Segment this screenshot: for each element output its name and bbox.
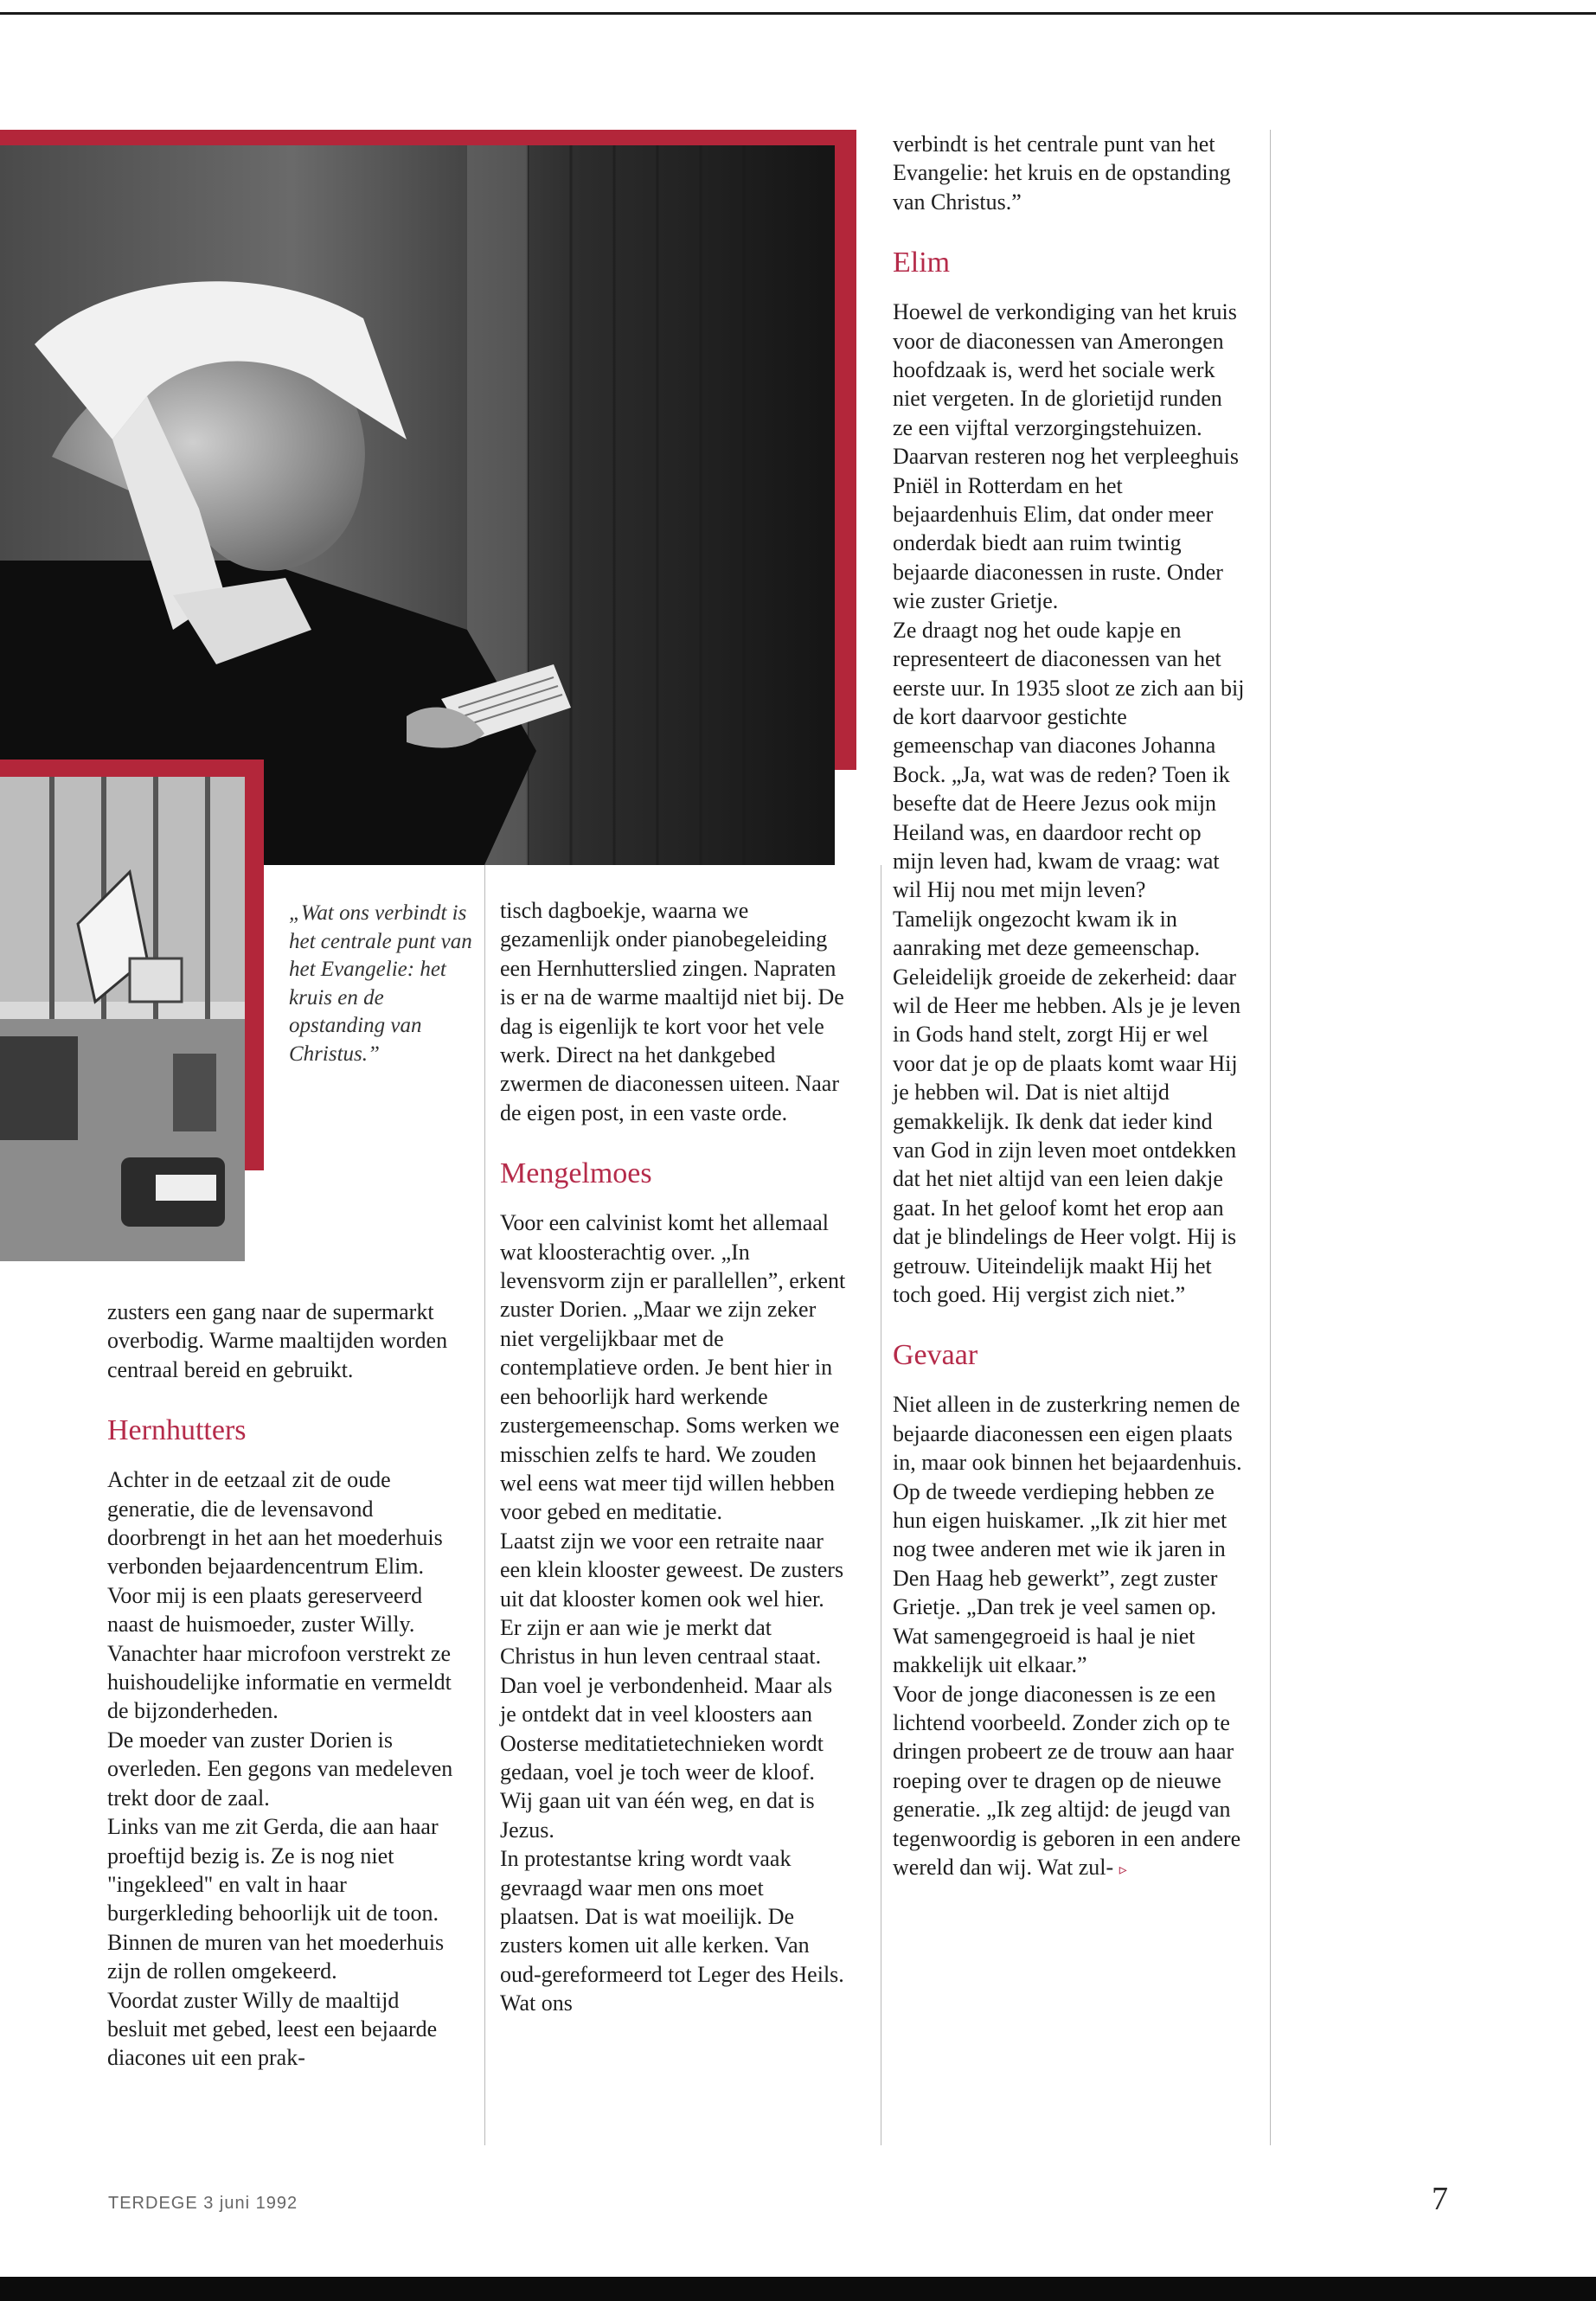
col1-paragraph-3: De moeder van zuster Dorien is overleden. Een gegons van medeleven trekt door de zaal. (107, 1727, 453, 1811)
subheading-mengelmoes: Mengelmoes (500, 1157, 652, 1190)
page-number: 7 (1432, 2181, 1448, 2217)
column-2 (500, 896, 846, 2018)
subheading-gevaar: Gevaar (893, 1339, 978, 1372)
top-rule (0, 12, 1596, 15)
col3-paragraph-3: Ze draagt nog het oude kapje en representeert de diaconessen van het eerste uur. In 1935 sloot ze zich aan bij de kort daarvoor gestichte gemeenschap van diacones Johanna Bock. „Ja, wat was de reden? Toen ik besefte dat de Heere Jezus ook mijn Heiland was, en daardoor recht op mijn leven had, kwam de vraag: wat wil Hij nou met mijn leven? (893, 617, 1245, 903)
column-divider-1 (484, 865, 485, 2145)
main-photo (0, 145, 835, 865)
col3-paragraph-1: verbindt is het centrale punt van het Evangelie: het kruis en de opstanding van Christus.” (893, 131, 1231, 215)
footer-magazine-date: TERDEGE 3 juni 1992 (108, 2194, 298, 2213)
subheading-elim: Elim (893, 247, 951, 279)
col3-paragraph-4: Tamelijk ongezocht kwam ik in aanraking met deze gemeenschap. Geleidelijk groeide de zekerheid: daar wil de Heer me hebben. Als je je leven in Gods hand stelt, zorgt Hij er wel voor dat je op de plaats komt waar Hij je hebben wil. Dat is niet altijd gemakkelijk. Ik denk dat ieder kind van God in zijn leven moet ontdekken dat het niet altijd van een leien dakje gaat. In het geloof komt het erop aan dat je blindelings de Heer volgt. Hij is getrouw. Uiteindelijk maakt Hij het toch goed. Hij vergist zich niet.” (893, 906, 1241, 1308)
col2-paragraph-2: Voor een calvinist komt het allemaal wat kloosterachtig over. „In levensvorm zijn er parallellen”, erkent zuster Dorien. „Maar we zijn zeker niet vergelijkbaar met de contemplatieve orden. Je bent hier in een behoorlijk hard werkende zustergemeenschap. Soms werken we misschien zelfs te hard. We zouden wel eens wat meer tijd willen hebben voor gebed en meditatie. (500, 1210, 846, 1525)
col2-paragraph-3: Laatst zijn we voor een retraite naar een klein klooster geweest. De zusters uit dat klooster komen ook wel hier. Er zijn er aan wie je merkt dat Christus in hun leven centraal staat. Dan voel je verbondenheid. Maar als je ontdekt dat in veel kloosters aan Oosterse meditatietechnieken wordt gedaan, voel je toch weer de kloof. Wij gaan uit van één weg, en dat is Jezus. (500, 1528, 844, 1843)
col3-paragraph-6-text: Voor de jonge diaconessen is ze een lichtend voorbeeld. Zonder zich op te dringen probeert ze de trouw aan haar roeping over te dragen op de nieuwe generatie. „Ik zeg altijd: de jeugd van tegenwoordig is geboren in een andere wereld dan wij. Wat zul- (893, 1681, 1241, 1880)
continue-arrow-icon: ▹ (1118, 1860, 1127, 1878)
col2-paragraph-1: tisch dagboekje, waarna we gezamenlijk onder pianobegeleiding een Hernhutterslied zingen. Napraten is er na de warme maaltijd niet bij. De dag is eigenlijk te kort voor het vele werk. Direct na het dankgebed zwermen de diaconessen uiteen. Naar de eigen post, in een vaste orde. (500, 898, 844, 1125)
col1-paragraph-4: Links van me zit Gerda, die aan haar proeftijd bezig is. Ze is nog niet "ingekleed" en valt in haar burgerkleding behoorlijk uit de toon. Binnen de muren van het moederhuis zijn de rollen omgekeerd. (107, 1814, 445, 1984)
inset-photo (0, 777, 245, 1261)
column-3 (893, 130, 1247, 1884)
col2-paragraph-4: In protestantse kring wordt vaak gevraagd waar men ons moet plaatsen. Dat is wat moeilijk. De zusters komen uit alle kerken. Van oud-gereformeerd tot Leger des Heils. Wat ons (500, 1846, 844, 2016)
column-divider-3 (1270, 130, 1271, 2145)
col1-paragraph-1: zusters een gang naar de supermarkt overbodig. Warme maaltijden worden centraal bereid en gebruikt. (107, 1299, 448, 1382)
col3-paragraph-6 (893, 1680, 1247, 1885)
col1-paragraph-5: Voordat zuster Willy de maaltijd besluit met gebed, leest een bejaarde diacones uit een prak- (107, 1987, 438, 2071)
column-1 (107, 1298, 462, 2073)
col3-paragraph-5: Niet alleen in de zusterkring nemen de bejaarde diaconessen een eigen plaats in, maar ook binnen het bejaardenhuis. Op de tweede verdieping hebben ze hun eigen huiskamer. „Ik zit hier met nog twee anderen met wie ik jaren in Den Haag heb gewerkt”, zegt zuster Grietje. „Dan trek je veel samen op. Wat samengegroeid is haal je niet makkelijk uit elkaar.” (893, 1392, 1242, 1678)
bottom-scan-edge (0, 2277, 1596, 2301)
pull-quote: „Wat ons verbindt is het centrale punt van het Evangelie: het kruis en de opstanding van Christus.” (289, 901, 472, 1066)
col1-paragraph-2: Achter in de eetzaal zit de oude generatie, die de levensavond doorbrengt in het aan het moederhuis verbonden bejaardencentrum Elim. Voor mij is een plaats gereserveerd naast de huismoeder, zuster Willy. Vanachter haar microfoon verstrekt ze huishoudelijke informatie en vermeldt de bijzonderheden. (107, 1467, 452, 1724)
subheading-hernhutters: Hernhutters (107, 1414, 247, 1447)
col3-paragraph-2: Hoewel de verkondiging van het kruis voor de diaconessen van Amerongen hoofdzaak is, werd het sociale werk niet vergeten. In de glorietijd runden ze een vijftal verzorgingstehuizen. Daarvan resteren nog het verpleeghuis Pniël in Rotterdam en het bejaardenhuis Elim, dat onder meer onderdak biedt aan ruim twintig bejaarde diaconessen in ruste. Onder wie zuster Grietje. (893, 299, 1239, 614)
